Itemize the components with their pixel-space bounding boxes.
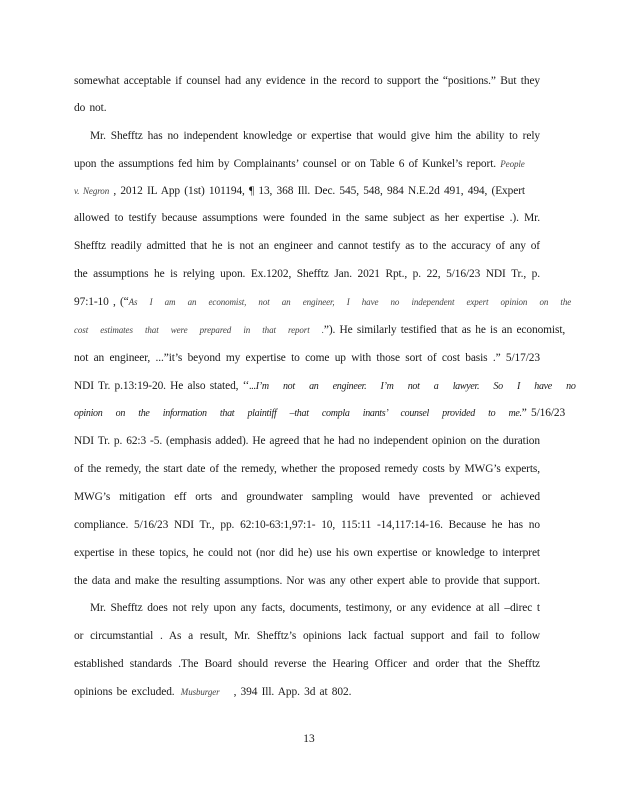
text-line: the assumptions he is relying upon. Ex.1202, Shefftz Jan. 2021 Rpt., p. 22, 5/16/23 NDI Tr., p. — [74, 268, 540, 280]
quoted-testimony-emphasis: ...I’m not an engineer. I’m not a lawyer. So I have no — [249, 381, 576, 392]
text-span: NDI Tr. p.13:19-20. He also stated, ‘‘ — [74, 380, 250, 392]
text-line: or circumstantial . As a result, Mr. Shefftz’s opinions lack factual support and fail to follow — [74, 630, 540, 642]
text-line: do not. — [74, 102, 107, 114]
text-line: expertise in these topics, he could not (nor did he) use his own expertise or knowledge to interpret — [74, 547, 540, 559]
text-span: 97:1-10 , (“ — [74, 296, 129, 308]
text-span: , 394 Ill. App. 3d at 802. — [233, 686, 352, 698]
text-line — [74, 380, 576, 392]
text-line: compliance. 5/16/23 NDI Tr., pp. 62:10-63:1,97:1- 10, 115:11 -14,117:14-16. Because he has no — [74, 519, 540, 531]
text-span: ”). He similarly testified that as he is an economist, — [323, 324, 566, 336]
text-line: of the remedy, the start date of the remedy, whether the proposed remedy costs by MWG’s experts, — [74, 463, 540, 475]
text-line: established standards .The Board should reverse the Hearing Officer and order that the Shefftz — [74, 658, 540, 670]
text-line: not an engineer, ...”it’s beyond my expertise to come up with those sort of cost basis .” 5/17/23 — [74, 352, 540, 364]
text-line — [74, 158, 540, 170]
quoted-testimony: As I am an economist, not an engineer, I have no independent expert opinion on the — [128, 297, 572, 307]
citation-case-name: Musburger — [180, 687, 220, 697]
text-line: NDI Tr. p. 62:3 -5. (emphasis added). He agreed that he had no independent opinion on the duration — [74, 435, 540, 447]
text-line: Mr. Shefftz has no independent knowledge or expertise that would give him the ability to rely — [90, 130, 540, 142]
text-span: , 2012 IL App (1st) 101194, ¶ 13, 368 Ill. Dec. 545, 548, 984 N.E.2d 491, 494, (Expert — [113, 185, 525, 197]
citation-case-name: v. Negron — [74, 186, 110, 196]
text-line — [74, 407, 566, 419]
text-line — [74, 686, 540, 698]
text-span: opinions be excluded. — [74, 686, 175, 698]
quoted-testimony-emphasis: opinion on the information that plaintiff –that compla inants’ counsel provided to me. — [74, 408, 522, 419]
text-line — [74, 185, 540, 197]
text-line: Shefftz readily admitted that he is not an engineer and cannot testify as to the accuracy of any of — [74, 240, 540, 252]
text-line: somewhat acceptable if counsel had any evidence in the record to support the “positions.” But they — [74, 75, 540, 87]
text-line: the data and make the resulting assumptions. Nor was any other expert able to provide that support. — [74, 575, 540, 587]
text-line: allowed to testify because assumptions were founded in the same subject as her expertise .). Mr. — [74, 212, 540, 224]
citation-case-name: People — [500, 159, 525, 169]
text-line — [74, 296, 572, 308]
text-line: MWG’s mitigation eff orts and groundwater sampling would have prevented or achieved — [74, 491, 540, 503]
quoted-testimony: cost estimates that were prepared in that report . — [74, 325, 324, 335]
page-number: 13 — [303, 733, 315, 745]
text-line — [74, 324, 566, 336]
text-line: Mr. Shefftz does not rely upon any facts, documents, testimony, or any evidence at all –direc t — [90, 602, 540, 614]
text-span: upon the assumptions fed him by Complainants’ counsel or on Table 6 of Kunkel’s report. — [74, 158, 497, 170]
text-span: ” 5/16/23 — [521, 407, 566, 419]
